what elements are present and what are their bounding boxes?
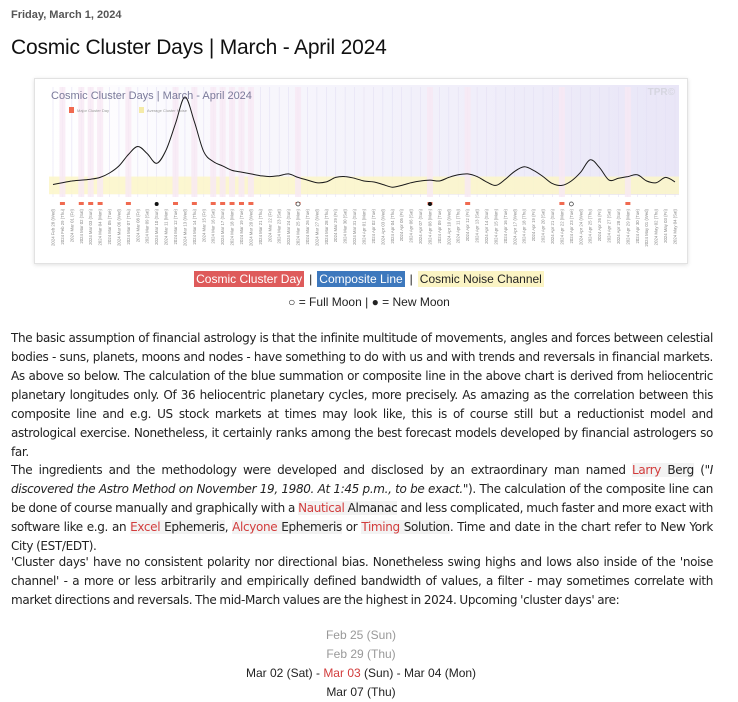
x-tick-label: 2024 Apr 18 (Thu) xyxy=(521,209,527,244)
upcoming-cluster-days xyxy=(0,626,722,702)
x-tick-label: 2024 Apr 06 (Sat) xyxy=(408,209,414,243)
chart-legend xyxy=(0,272,738,286)
x-tick-label: 2024 Mar 11 (Mon) xyxy=(163,209,169,246)
paragraph-cluster-days: 'Cluster days' have no consistent polarity nor directional bias. Nonetheless swing highs and lows also inside of the 'noise channel' - a more or less arbitrarily and empirically defined bandwidth of values, a filter - may sometimes correlate with market directions and reversals. The mid-March values are the highest in 2024. Upcoming 'cluster days' are: xyxy=(11,555,713,607)
cluster-day-marker xyxy=(248,202,253,205)
new-moon-marker xyxy=(428,202,432,206)
x-tick-label: 2024 Apr 10 (Wed) xyxy=(446,209,452,245)
x-tick-label: 2024 Mar 16 (Sat) xyxy=(210,209,216,244)
x-tick-label: 2024 Mar 15 (Fri) xyxy=(201,209,207,243)
cluster-day-column xyxy=(125,87,131,197)
chart-title: Cosmic Cluster Days | March - April 2024 xyxy=(51,90,252,102)
x-tick-label: 2024 Mar 29 (Fri) xyxy=(333,209,339,243)
x-tick-label: 2024 Apr 11 (Thu) xyxy=(455,209,461,244)
x-tick-label: 2024 Feb 28 (Wed) xyxy=(50,209,56,246)
x-tick-label: 2024 Mar 30 (Sat) xyxy=(342,209,348,244)
x-tick-label: 2024 Apr 13 (Sat) xyxy=(474,209,480,243)
cluster-day-column xyxy=(248,87,254,197)
x-tick-label: 2024 Mar 18 (Mon) xyxy=(229,209,235,246)
timing-link[interactable]: Timing xyxy=(361,520,400,534)
full-moon-marker xyxy=(296,202,300,206)
cluster-day-column xyxy=(191,87,197,197)
x-tick-label: 2024 Apr 02 (Tue) xyxy=(370,209,376,244)
larry-link[interactable]: Larry xyxy=(632,463,662,477)
x-tick-label: 2024 Mar 25 (Mon) xyxy=(295,209,301,246)
cluster-day-marker xyxy=(126,202,131,205)
x-tick-label: 2024 Mar 12 (Tue) xyxy=(173,209,179,245)
legend-separator: | xyxy=(309,272,313,286)
x-tick-label: 2024 Apr 04 (Thu) xyxy=(389,209,395,244)
date-run: Mar 02 (Sat) - xyxy=(245,666,324,680)
x-tick-label: 2024 Apr 03 (Wed) xyxy=(380,209,386,245)
inner-legend-noise-label: Average Cluster Noise xyxy=(147,108,187,113)
x-tick-label: 2024 May 02 (Thu) xyxy=(653,209,659,246)
moon-divider: | xyxy=(365,295,369,309)
full-moon-label: = Full Moon xyxy=(298,295,362,309)
cluster-day-column xyxy=(465,87,471,197)
cluster-day-column xyxy=(220,87,226,197)
x-tick-label: 2024 Mar 14 (Thu) xyxy=(191,209,197,245)
inner-legend-cluster-swatch xyxy=(69,107,74,113)
x-tick-label: 2024 Mar 02 (Sat) xyxy=(78,209,84,244)
x-tick-label: 2024 Mar 10 (Sun) xyxy=(154,209,160,245)
cluster-day-column xyxy=(88,87,94,197)
post-date: Friday, March 1, 2024 xyxy=(11,9,122,21)
alcyone-link[interactable]: Alcyone xyxy=(232,520,278,534)
cluster-day-marker xyxy=(211,202,216,205)
new-moon-icon: ● xyxy=(371,295,379,309)
x-tick-label: 2024 Mar 23 (Sat) xyxy=(276,209,282,244)
cluster-day-marker xyxy=(625,202,630,205)
text-run: or xyxy=(341,520,362,534)
cluster-day-column xyxy=(173,87,179,197)
paragraph-methodology xyxy=(11,461,713,556)
post-title[interactable]: Cosmic Cluster Days | March - April 2024 xyxy=(11,36,387,59)
excel-link[interactable]: Excel xyxy=(130,520,161,534)
x-tick-label: 2024 Mar 01 (Fri) xyxy=(69,209,75,243)
x-tick-label: 2024 Apr 21 (Sun) xyxy=(549,209,555,244)
x-tick-label: 2024 Apr 23 (Tue) xyxy=(568,209,574,244)
cluster-day-marker xyxy=(559,202,564,205)
noise-channel-band xyxy=(49,177,679,195)
x-tick-label: 2024 Mar 21 (Thu) xyxy=(257,208,263,245)
cluster-day-marker xyxy=(173,202,178,205)
cluster-day-marker xyxy=(239,202,244,205)
cluster-day-marker xyxy=(230,202,235,205)
x-tick-label: 2024 Mar 17 (Sun) xyxy=(220,209,226,245)
legend-cluster-day: Cosmic Cluster Day xyxy=(196,272,303,286)
x-tick-label: 2024 Apr 22 (Mon) xyxy=(559,209,565,245)
new-moon-marker xyxy=(155,202,159,206)
x-tick-label: 2024 Mar 28 (Thu) xyxy=(323,209,329,245)
x-tick-label: 2024 Mar 27 (Wed) xyxy=(314,209,320,246)
x-tick-label: 2024 Apr 24 (Wed) xyxy=(578,209,584,245)
legend-composite-line: Composite Line xyxy=(319,272,403,286)
cluster-day-column xyxy=(559,87,565,197)
x-tick-label: 2024 Mar 03 (Sun) xyxy=(88,209,94,245)
legend-noise-channel: Cosmic Noise Channel xyxy=(419,272,542,286)
date-highlight: Mar 03 xyxy=(323,666,361,680)
text-run: (" xyxy=(693,463,710,477)
cluster-day-marker xyxy=(79,202,84,205)
cluster-day-marker xyxy=(220,202,225,205)
x-tick-label: 2024 Mar 07 (Thu) xyxy=(125,209,131,245)
x-tick-label: 2024 Mar 06 (Wed) xyxy=(116,209,122,246)
cluster-date-past: Feb 29 (Thu) xyxy=(326,647,396,661)
x-tick-label: 2024 Apr 14 (Sun) xyxy=(484,209,490,244)
cluster-day-marker xyxy=(192,202,197,205)
cluster-date: Mar 07 (Thu) xyxy=(326,685,396,699)
x-tick-label: 2024 Apr 12 (Fri) xyxy=(465,209,471,242)
x-tick-label: 2024 Apr 05 (Fri) xyxy=(399,209,405,242)
full-moon-icon: ○ xyxy=(288,295,296,309)
legend-separator: | xyxy=(409,272,413,286)
berg-link[interactable]: Berg xyxy=(661,463,694,477)
nautical-link[interactable]: Nautical xyxy=(298,501,345,515)
x-tick-label: 2024 Mar 13 (Wed) xyxy=(182,209,188,246)
cluster-day-marker xyxy=(60,202,65,205)
x-tick-label: 2024 May 03 (Fri) xyxy=(663,209,669,243)
text-run: The ingredients and the methodology were developed and disclosed by an extraordinary man named xyxy=(11,463,632,477)
alcyone-ephemeris-link[interactable]: Ephemeris xyxy=(277,520,342,534)
x-tick-label: 2024 Mar 26 (Tue) xyxy=(304,209,310,245)
x-tick-label: 2024 Mar 05 (Tue) xyxy=(107,209,113,245)
cluster-day-column xyxy=(59,87,65,197)
new-moon-label: = New Moon xyxy=(382,295,450,309)
x-tick-label: 2024 Apr 09 (Tue) xyxy=(436,209,442,244)
text-run: . Time and date in the chart refer to New York City (EST/EDT). xyxy=(11,520,713,553)
moon-legend xyxy=(0,295,738,309)
date-run: (Sun) - Mar 04 (Mon) xyxy=(360,666,477,680)
x-tick-label: 2024 Mar 19 (Tue) xyxy=(238,209,244,245)
timing-solution-link[interactable]: Solution xyxy=(399,520,450,534)
x-tick-label: 2024 Feb 29 (Thu) xyxy=(59,209,65,245)
x-tick-label: 2024 Apr 16 (Tue) xyxy=(502,209,508,244)
cluster-day-column xyxy=(238,87,244,197)
cluster-date-past: Feb 25 (Sun) xyxy=(325,628,397,642)
text-run: and less complicated, much faster and more exact with software like e.g. an xyxy=(11,501,713,534)
x-tick-label: 2024 Apr 26 (Fri) xyxy=(597,209,603,242)
x-tick-label: 2024 Mar 09 (Sat) xyxy=(144,209,150,244)
cluster-chart-image[interactable] xyxy=(34,78,688,264)
x-tick-label: 2024 Mar 08 (Fri) xyxy=(135,209,141,243)
almanac-link[interactable]: Almanac xyxy=(344,501,398,515)
chart-watermark: TPR© xyxy=(647,87,675,98)
cluster-day-marker xyxy=(98,202,103,205)
text-run: "). The calculation of the composite line can be done of course manually and graphically with a xyxy=(11,482,713,515)
cluster-day-marker xyxy=(465,202,470,205)
cluster-day-column xyxy=(295,87,301,197)
berg-quote: I discovered the Astro Method on November 19, 1980. At 1:45 p.m., to be exact. xyxy=(11,463,713,496)
x-tick-label: 2024 Mar 31 (Sun) xyxy=(352,209,358,245)
cluster-day-column xyxy=(229,87,235,197)
x-tick-label: 2024 May 01 (Wed) xyxy=(644,209,650,247)
excel-ephemeris-link[interactable]: Ephemeris xyxy=(160,520,225,534)
x-tick-label: 2024 Mar 20 (Wed) xyxy=(248,209,254,246)
cluster-day-column xyxy=(97,87,103,197)
x-tick-label: 2024 Apr 19 (Fri) xyxy=(531,209,537,242)
x-tick-label: 2024 Mar 24 (Sun) xyxy=(286,209,292,245)
x-tick-label: 2024 Apr 30 (Tue) xyxy=(634,209,640,244)
paragraph-intro: The basic assumption of financial astrology is that the infinite multitude of movements, angles and forces between celestial bodies - suns, planets, moons and nodes - have something to do with us and with trends and reversals in financial markets. As above so below. The calculation of the blue summation or composite line in the above chart is derived from heliocentric planetary longitudes only. Of 36 heliocentric planetary cycles, more precisely. As amazing as the correlation between this composite line and e.g. US stock markets at times may look like, this is of course still but a reductionist model and astrological exercise. Nonetheless, it certainly ranks among the best forecast models developed by financial astrologers so far. xyxy=(11,331,713,459)
x-tick-label: 2024 Apr 27 (Sat) xyxy=(606,209,612,243)
text-run: , xyxy=(224,520,233,534)
cluster-day-marker xyxy=(88,202,93,205)
x-tick-label: 2024 Apr 08 (Mon) xyxy=(427,209,433,245)
cluster-chart xyxy=(35,79,687,263)
cluster-day-column xyxy=(210,87,216,197)
x-tick-label: 2024 Apr 01 (Mon) xyxy=(361,209,367,245)
x-tick-label: 2024 Apr 17 (Wed) xyxy=(512,208,518,245)
full-moon-marker xyxy=(569,202,573,206)
x-tick-label: 2024 May 04 (Sat) xyxy=(672,209,678,245)
x-tick-label: 2024 Apr 07 (Sun) xyxy=(418,209,424,244)
x-tick-label: 2024 Apr 25 (Thu) xyxy=(587,209,593,244)
x-tick-label: 2024 Apr 28 (Sun) xyxy=(615,209,621,244)
x-tick-label: 2024 Mar 22 (Fri) xyxy=(267,209,273,243)
inner-legend-cluster-label: Major Cluster Day xyxy=(77,108,110,113)
cluster-day-column xyxy=(625,87,631,197)
x-tick-label: 2024 Apr 29 (Mon) xyxy=(625,209,631,245)
x-tick-label: 2024 Apr 15 (Mon) xyxy=(493,209,499,245)
inner-legend-noise-swatch xyxy=(139,107,144,113)
x-tick-label: 2024 Apr 20 (Sat) xyxy=(540,209,546,243)
x-tick-label: 2024 Mar 04 (Mon) xyxy=(97,209,103,246)
cluster-date-range xyxy=(0,664,722,683)
